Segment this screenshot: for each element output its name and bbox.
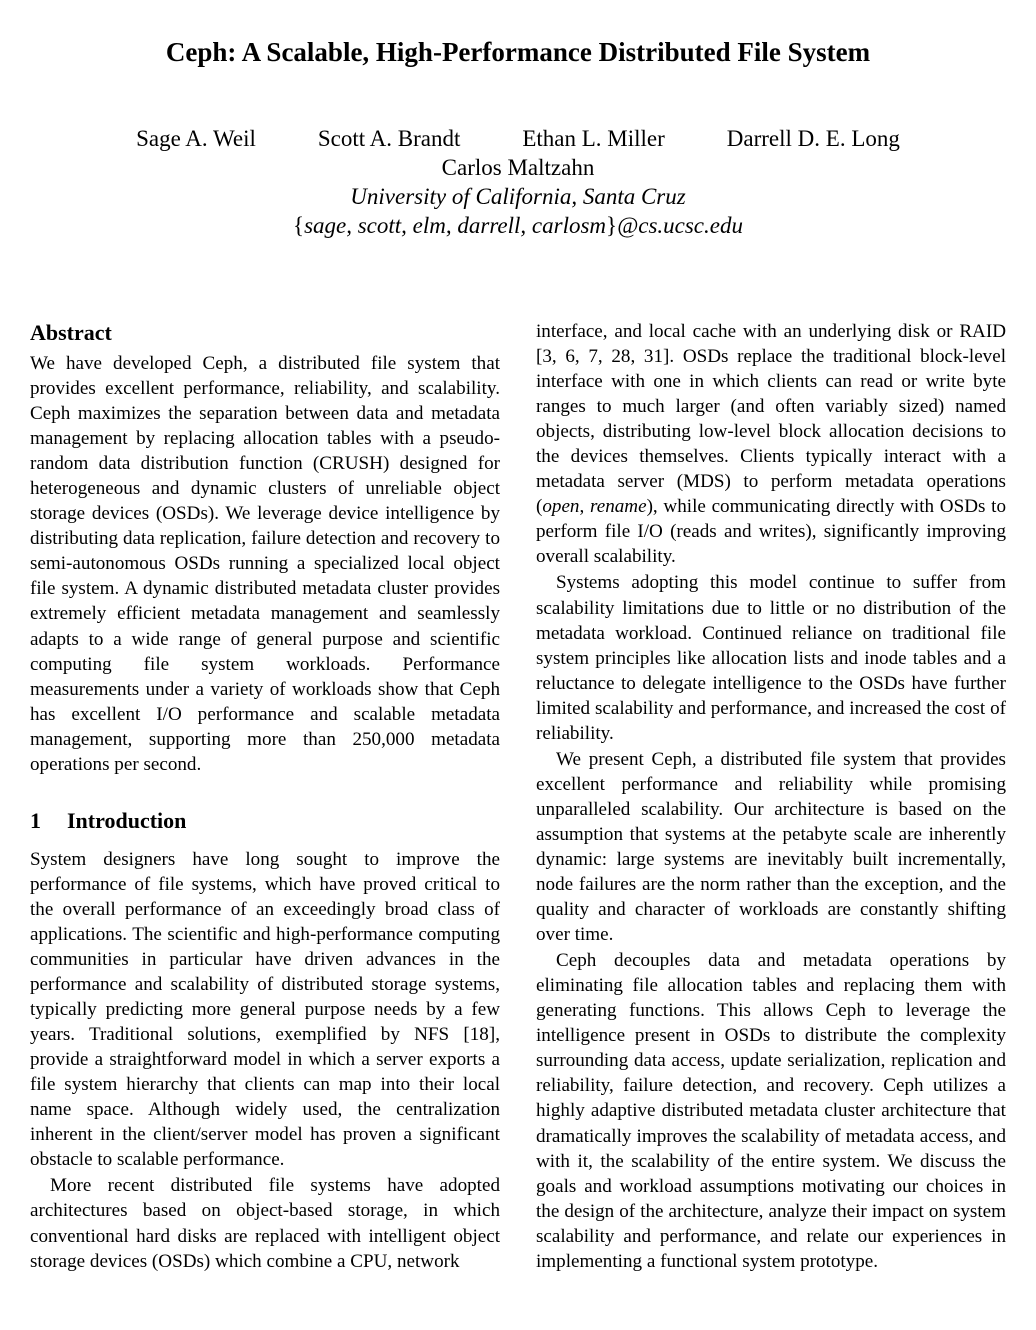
left-column [30, 319, 500, 1274]
text-run: ), while communicating directly with OSDs to perform file I/O (reads and writes), significantly improving overall scalability. [536, 496, 1007, 568]
author-name: Carlos Maltzahn [441, 155, 595, 180]
email-domain: @cs.ucsc.edu [617, 213, 743, 238]
section-title: Introduction [67, 807, 187, 833]
author-list [0, 124, 1036, 153]
author-emails [0, 211, 1036, 240]
email-brace-close: } [606, 213, 618, 238]
emphasis-open: open [542, 496, 580, 518]
author-name: Scott A. Brandt [317, 126, 461, 151]
right-column [536, 319, 1006, 1274]
paper-title: Ceph: A Scalable, High-Performance Distributed File System [165, 37, 871, 67]
abstract-heading: Abstract [30, 320, 112, 345]
email-usernames: sage, scott, elm, darrell, carlosm [304, 213, 607, 238]
section-number: 1 [30, 807, 41, 833]
section-heading-introduction [30, 807, 500, 835]
intro-paragraph-3: Systems adopting this model continue to suffer from scalability limitations due to little or no distribution of the metadata workload. Continued reliance on traditional file system principles like allocation lists and inode tables and a reluctance to delegate intelligence to the OSDs have further limited scalability and performance, and increased the cost of reliability. [536, 572, 1006, 744]
abstract-text: We have developed Ceph, a distributed file system that provides excellent performance, reliability, and scalability. Ceph maximizes the separation between data and metadata management by replacing allocation tables with a pseudo-random data distribution function (CRUSH) designed for heterogeneous and dynamic clusters of unreliable object storage devices (OSDs). We leverage device intelligence by distributing data replication, failure detection and recovery to semi-autonomous OSDs running a specialized local object file system. A dynamic distributed metadata cluster provides extremely efficient metadata management and seamlessly adapts to a wide range of general purpose and scientific computing file system workloads. Performance measurements under a variety of workloads show that Ceph has excellent I/O performance and scalable metadata management, supporting more than 250,000 metadata operations per second. [30, 353, 500, 775]
author-name: Ethan L. Miller [522, 126, 665, 151]
text-run: , [579, 496, 590, 518]
intro-paragraph-5: Ceph decouples data and metadata operations by eliminating file allocation tables and replacing them with generating functions. This allows Ceph to leverage the intelligence present in OSDs to distribute the complexity surrounding data access, update serialization, replication and reliability, failure detection, and recovery. Ceph utilizes a highly adaptive distributed metadata cluster architecture that dramatically improves the scalability of metadata access, and with it, the scalability of the entire system. We discuss the goals and workload assumptions motivating our choices in the design of the architecture, analyze their impact on system scalability and performance, and relate our experiences in implementing a functional system prototype. [536, 950, 1006, 1272]
intro-paragraph-2: More recent distributed file systems have adopted architectures based on object-based storage, in which conventional hard disks are replaced with intelligent object storage devices (OSDs) which combine a CPU, network [30, 1175, 500, 1272]
intro-paragraph-2-continued [536, 319, 1006, 569]
author-block [0, 124, 1036, 240]
author-name: Sage A. Weil [136, 126, 256, 151]
affiliation: University of California, Santa Cruz [350, 184, 686, 209]
text-run: interface, and local cache with an underlying disk or RAID [3, 6, 7, 28, 31]. OSDs replace the traditional block-level interface with one in which clients can read or write byte ranges to much larger (and often variably sized) named objects, distributing low-level block allocation decisions to the devices themselves. Clients typically interact with a metadata server (MDS) to perform metadata operations ( [536, 321, 1006, 518]
emphasis-rename: rename [590, 496, 647, 518]
email-brace-open: { [293, 213, 305, 238]
intro-paragraph-1: System designers have long sought to improve the performance of file systems, which have proved critical to the overall performance of an exceedingly broad class of applications. The scientific and high-performance computing communities in particular have driven advances in the performance and scalability of distributed storage systems, typically predicting more general purpose needs by a few years. Traditional solutions, exemplified by NFS [18], provide a straightforward model in which a server exports a file system hierarchy that clients can map into their local name space. Although widely used, the centralization inherent in the client/server model has proven a significant obstacle to scalable performance. [30, 848, 500, 1171]
intro-paragraph-4: We present Ceph, a distributed file system that provides excellent performance and reliability while promising unparalleled scalability. Our architecture is based on the assumption that systems at the petabyte scale are inherently dynamic: large systems are inevitably built incrementally, node failures are the norm rather than the exception, and the quality and character of workloads are constantly shifting over time. [536, 748, 1006, 946]
author-name: Darrell D. E. Long [726, 126, 900, 151]
